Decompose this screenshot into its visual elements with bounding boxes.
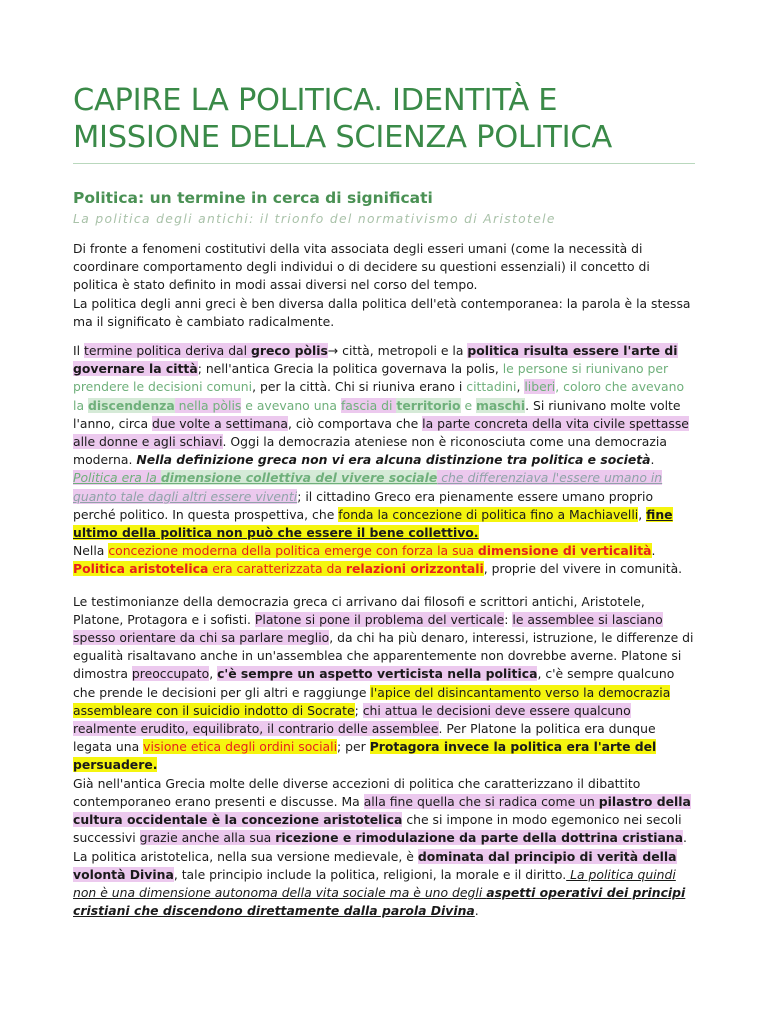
text-run: ; <box>354 702 363 718</box>
text-run: visione etica degli ordini sociali <box>143 739 338 755</box>
text-run: chi attua le decisioni deve essere qualcuno realmente erudito, equilibrato, il contrario delle assemblee <box>73 702 631 737</box>
text-run: , tale principio include la politica, religioni, la morale e il diritto. <box>173 866 567 882</box>
text-run: . Si riunivano molte volte l'anno, circa <box>73 397 681 431</box>
text-run: . <box>650 452 655 468</box>
text-run: c'è sempre un aspetto verticista nella politica <box>217 666 538 682</box>
text-run: Nella definizione greca non vi era alcuna distinzione tra politica e società <box>136 452 651 468</box>
text-run: Protagora invece la politica era l'arte del persuadere. <box>73 739 657 773</box>
text-run: la parte concreta della vita civile spettasse alle donne e agli schiavi <box>73 415 689 450</box>
text-run: che si impone in modo egemonico nei secoli successivi <box>73 812 682 846</box>
text-run: . Per Platone la politica era dunque legata una <box>73 721 656 755</box>
text-run: Di fronte a fenomeni costitutivi della vita associata degli esseri umani (come la necessità di coordinare comportamento degli individui o di decidere su questioni essenziali) il concetto di politica è stato definito in modi assai diversi nel corso del tempo. <box>73 241 650 293</box>
text-run: cittadini <box>466 379 517 395</box>
text-run: → città, metropoli e la <box>327 343 468 359</box>
text-run: ricezione e rimodulazione da parte della dottrina cristiana <box>275 830 683 846</box>
text-run: La politica degli anni greci è ben diversa dalla politica dell'età contemporanea: la parola è la stessa ma il significato è cambiato radicalmente. <box>73 295 691 329</box>
title-divider <box>73 163 695 164</box>
text-run: fine ultimo della politica non può che essere il bene collettivo. <box>73 506 673 541</box>
paragraph-testimonies <box>73 593 695 921</box>
text-run: nella pòlis <box>174 397 242 413</box>
text-run: ; il cittadino Greco era pienamente essere umano proprio perché politico. In questa prospettiva, che <box>73 488 654 522</box>
text-run: ; per <box>337 739 370 755</box>
text-run: le persone si riunivano per prendere le decisioni comuni <box>73 361 669 395</box>
text-run: dimensione collettiva del vivere sociale <box>160 470 438 486</box>
text-run: che differenziava l'essere umano in quanto tale dagli altri essere viventi <box>73 470 663 504</box>
text-run: , per la città. Chi si riuniva erano i <box>252 379 467 395</box>
text-run: Il <box>73 343 85 359</box>
text-run: liberi <box>524 379 556 395</box>
paragraph-etymology <box>73 342 695 579</box>
document-page <box>73 82 695 920</box>
section-heading: Politica: un termine in cerca di significati <box>73 189 433 207</box>
text-run: le assemblee si lasciano spesso orientare da chi sa parlare meglio <box>73 611 663 646</box>
text-run: ; nell'antica Grecia la politica governava la polis, <box>197 361 503 377</box>
text-run: avevano la <box>73 379 685 413</box>
text-run: Politica era la <box>73 470 161 486</box>
text-run: termine politica deriva dal <box>84 343 252 359</box>
text-run: . La politica aristotelica, nella sua versione medievale, è <box>73 830 687 864</box>
text-run: Platone si pone il problema del verticale <box>254 611 505 627</box>
text-run: greco pòlis <box>251 343 328 359</box>
subheading: La politica degli antichi: il trionfo del normativismo di Aristotele <box>73 212 556 226</box>
text-run: La politica quindi non è una dimensione autonoma della vita sociale ma è uno degli <box>73 866 676 900</box>
text-run: e avevano una <box>241 397 341 413</box>
paragraph-intro <box>73 240 695 331</box>
text-run: , da chi ha più denaro, interessi, istruzione, le differenze di egualità risaltavano anche in un'assemblea che apparentemente non dovrebbe averne. Platone si dimostra <box>73 630 694 682</box>
text-run: Nella <box>73 543 109 559</box>
text-run: concezione moderna della politica emerge con forza la sua <box>108 543 478 559</box>
page-title: CAPIRE LA POLITICA. IDENTITÀ E MISSIONE DELLA SCIENZA POLITICA <box>73 83 612 155</box>
text-run: : <box>504 611 513 627</box>
text-run: , <box>638 506 647 522</box>
text-run: dominata dal principio di verità della volontà Divina <box>73 848 677 882</box>
text-run: discendenza <box>87 397 175 413</box>
text-run: due volte a settimana <box>152 415 288 431</box>
text-run: dimensione di verticalità <box>477 543 652 559</box>
text-run: Politica aristotelica <box>73 561 209 577</box>
text-run: e <box>460 397 477 413</box>
text-run: . Oggi la democrazia ateniese non è riconosciuta come una democrazia moderna. <box>73 434 667 468</box>
text-run: , <box>209 666 218 682</box>
text-run: Le testimonianze della democrazia greca ci arrivano dai filosofi e scrittori antichi, Aristotele, Platone, Protagora e i sofisti. <box>73 593 645 627</box>
text-run: fonda la concezione di politica fino a Machiavelli <box>338 506 639 522</box>
text-run: Già nell'antica Grecia molte delle diverse accezioni di politica che caratterizzano il dibattito contemporaneo erano presenti e discusse. Ma <box>73 775 641 809</box>
text-run: maschi <box>476 397 526 413</box>
text-run: . <box>474 903 479 919</box>
text-run: , proprie del vivere in comunità. <box>483 561 683 577</box>
text-run: , <box>516 379 525 395</box>
text-run: alla fine quella che si radica come un <box>363 793 599 809</box>
text-run: preoccupato <box>131 666 210 682</box>
text-run: , coloro che <box>555 379 632 395</box>
text-run: relazioni orizzontali <box>345 561 484 577</box>
text-run: , c'è sempre qualcuno che prende le decisioni per gli altri e raggiunge <box>73 666 675 700</box>
text-run: fascia di <box>340 397 397 413</box>
text-run: pilastro della cultura occidentale è la concezione aristotelica <box>73 793 691 828</box>
text-run: aspetti operativi dei principi cristiani che discendono direttamente dalla parola Divina <box>73 884 686 919</box>
text-run: grazie anche alla sua <box>139 830 276 846</box>
text-run: . <box>651 543 656 559</box>
text-run: l'apice del disincantamento verso la democrazia assembleare con il suicidio indotto di Socrate <box>73 684 671 718</box>
text-run: , ciò comportava che <box>287 415 423 431</box>
text-run: era caratterizzata da <box>208 561 346 577</box>
text-run: territorio <box>396 397 461 413</box>
text-run: politica risulta essere l'arte di governare la città <box>73 343 678 377</box>
